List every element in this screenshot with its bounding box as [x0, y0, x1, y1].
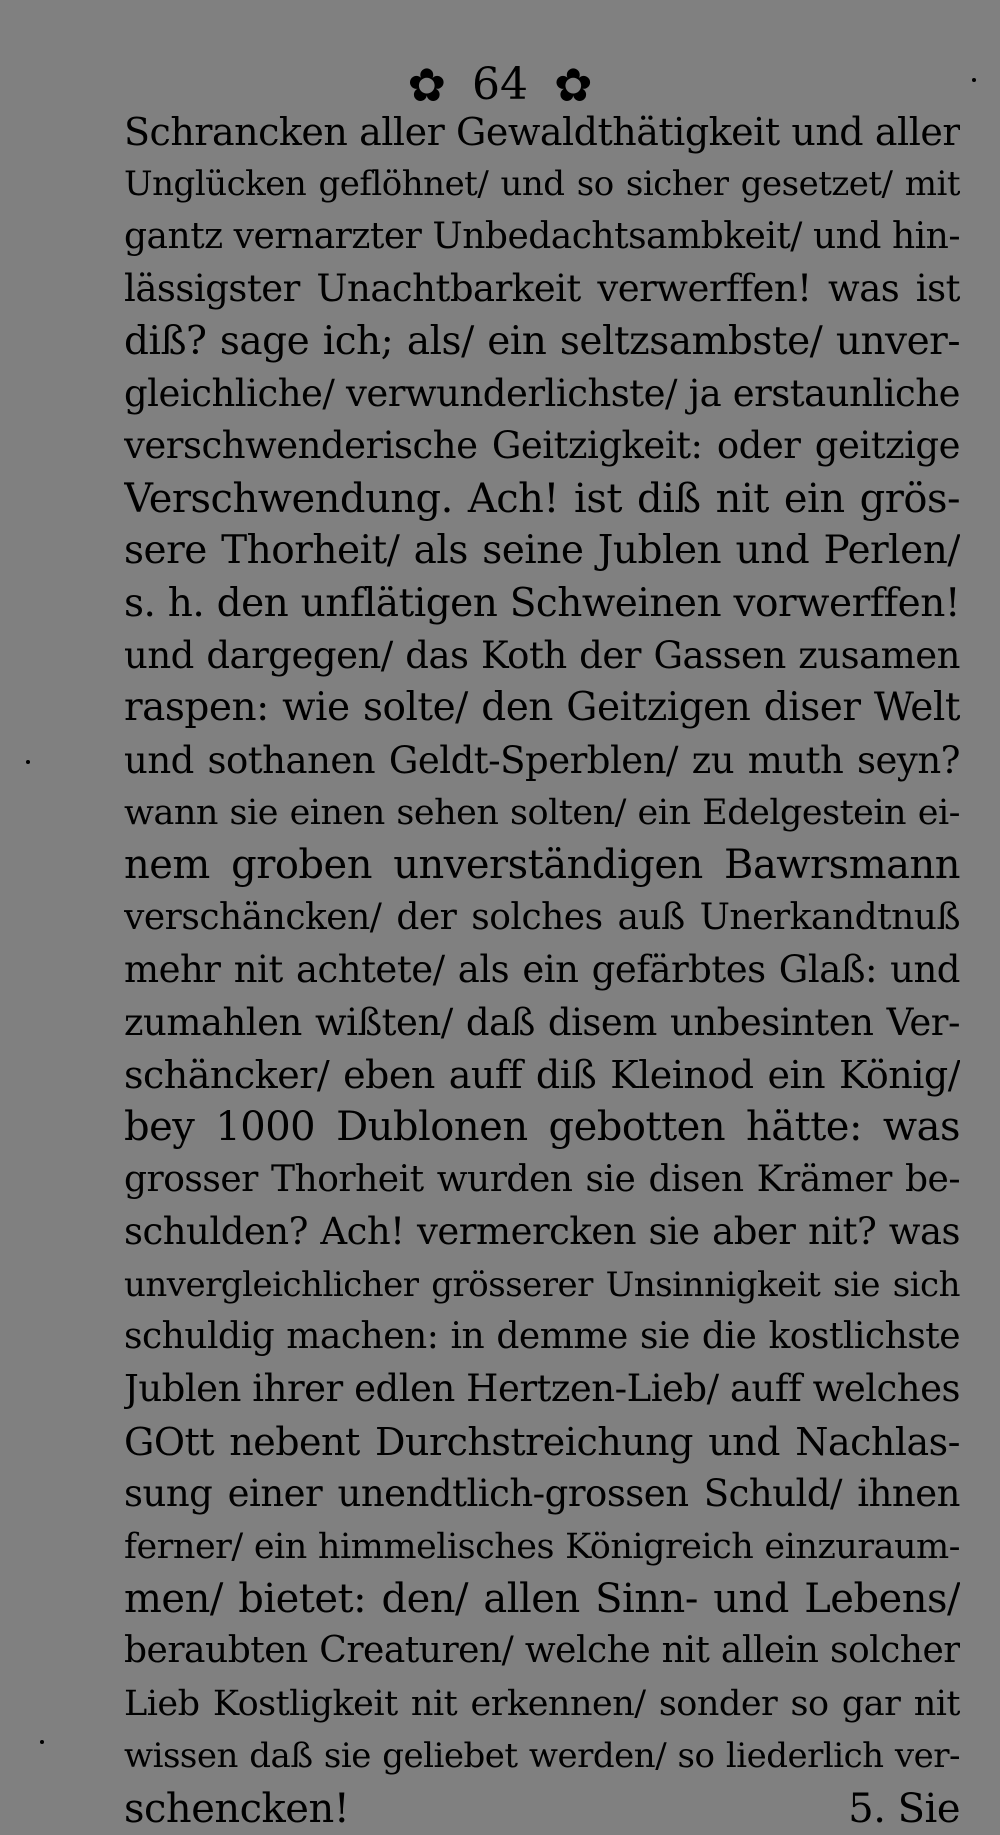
- last-line-text: schencken!: [124, 1785, 350, 1832]
- print-speck: [40, 1740, 44, 1744]
- ornament-left-icon: ✿: [407, 57, 446, 112]
- text-line: und dargegen/ das Koth der Gassen zusamen: [124, 633, 960, 677]
- text-line: beraubten Creaturen/ welche nit allein solcher: [124, 1630, 960, 1672]
- last-line: [124, 1783, 960, 1835]
- text-line: Unglücken geflöhnet/ und so sicher gesetzet/ mit: [124, 164, 960, 205]
- text-line: wann sie einen sehen solten/ ein Edelgestein ei-: [124, 793, 960, 834]
- text-line: mehr nit achtete/ als ein gefärbtes Glaß: und: [124, 948, 960, 992]
- text-line: lässigster Unachtbarkeit verwerffen! was ist: [124, 267, 960, 311]
- text-line: ferner/ ein himmelisches Königreich einzuraum-: [124, 1526, 960, 1567]
- text-line: bey 1000 Dublonen gebotten hätte: was: [124, 1104, 960, 1151]
- text-line: sere Thorheit/ als seine Jublen und Perlen/: [124, 528, 960, 574]
- body-text: [124, 106, 960, 1835]
- text-line: unvergleichlicher grösserer Unsinnigkeit sie sich: [124, 1264, 960, 1305]
- text-line: raspen: wie solte/ den Geitzigen diser Welt: [124, 685, 960, 731]
- text-line: men/ bietet: den/ allen Sinn- und Lebens/: [124, 1575, 960, 1622]
- text-line: gleichliche/ verwunderlichste/ ja erstaunliche: [124, 371, 960, 415]
- text-line: wissen daß sie geliebet werden/ so liederlich ver-: [124, 1736, 960, 1777]
- text-line: grosser Thorheit wurden sie disen Krämer be-: [124, 1158, 960, 1200]
- text-line: s. h. den unflätigen Schweinen vorwerffen!: [124, 580, 960, 626]
- text-line: schäncker/ eben auff diß Kleinod ein König/: [124, 1053, 960, 1098]
- page-number: 64: [472, 58, 528, 110]
- text-line: Verschwendung. Ach! ist diß nit ein grös-: [124, 475, 960, 522]
- text-line: schulden? Ach! vermercken sie aber nit? was: [124, 1210, 960, 1254]
- print-speck: [972, 78, 976, 82]
- text-line: verschwenderische Geitzigkeit: oder geitzige: [124, 424, 960, 468]
- text-line: Lieb Kostligkeit nit erkennen/ sonder so gar nit: [124, 1683, 960, 1724]
- text-line: GOtt nebent Durchstreichung und Nachlas-: [124, 1419, 960, 1464]
- text-line: Schrancken aller Gewaldthätigkeit und aller: [124, 110, 960, 154]
- ornament-right-icon: ✿: [554, 57, 593, 112]
- catchword: 5. Sie: [848, 1785, 960, 1832]
- text-line: diß? sage ich; als/ ein seltzsambste/ unver-: [124, 318, 960, 364]
- text-line: gantz vernarzter Unbedachtsambkeit/ und hin-: [124, 215, 960, 257]
- text-line: nem groben unverständigen Bawrsmann: [124, 842, 960, 889]
- text-line: sung einer unendtlich-grossen Schuld/ ihnen: [124, 1472, 960, 1516]
- text-line: Jublen ihrer edlen Hertzen-Lieb/ auff welches: [124, 1367, 960, 1411]
- print-speck: [26, 760, 30, 764]
- text-line: und sothanen Geldt-Sperblen/ zu muth seyn?: [124, 738, 960, 782]
- text-line: verschäncken/ der solches auß Unerkandtnuß: [124, 896, 960, 938]
- text-line: schuldig machen: in demme sie die kostlichste: [124, 1315, 960, 1357]
- text-line: zumahlen wißten/ daß disem unbesinten Ver-: [124, 1000, 960, 1044]
